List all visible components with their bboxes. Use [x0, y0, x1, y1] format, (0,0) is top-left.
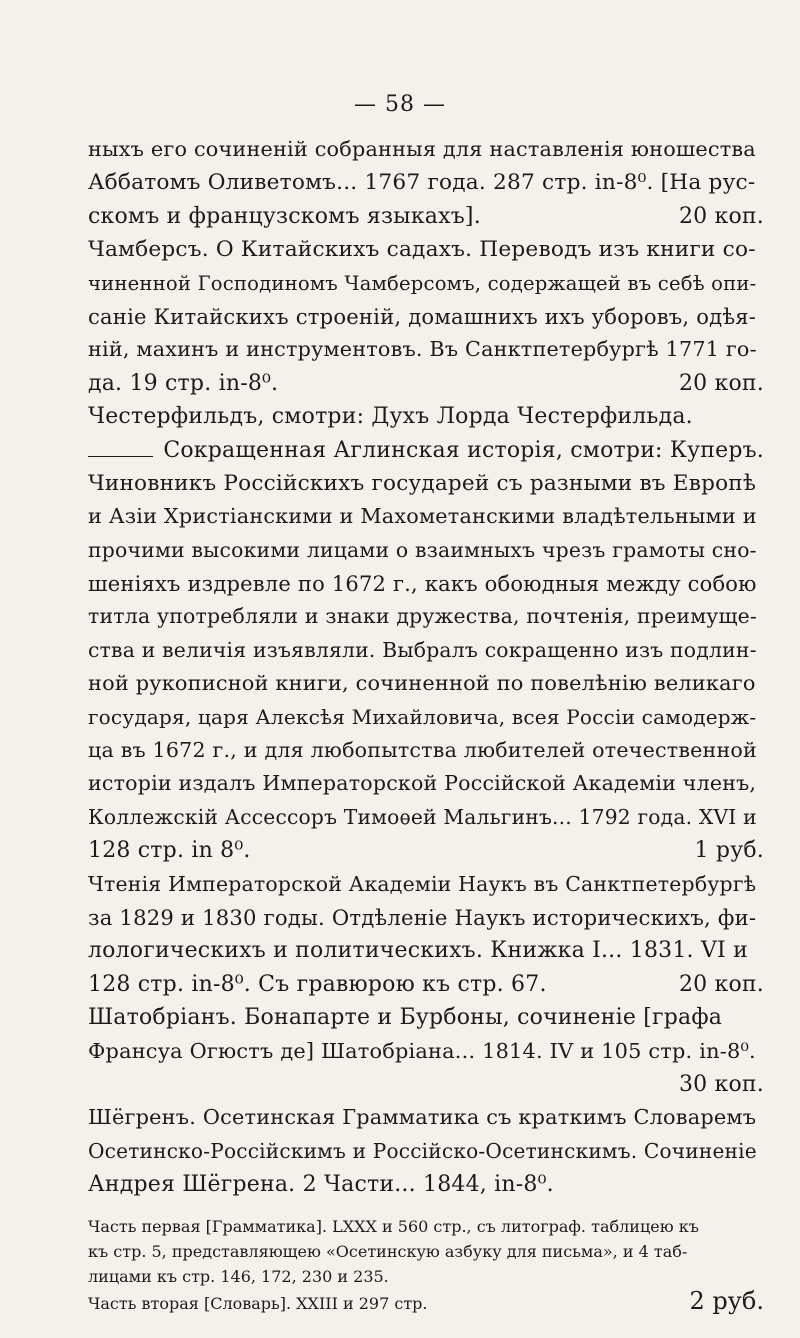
price: 1 руб. — [694, 838, 764, 864]
note-line: къ стр. 5, представляющею «Осетинскую азбуку для письма», и 4 таб- — [88, 1241, 688, 1261]
text-line: ства и величія изъявляли. Выбралъ сокращенно изъ подлин- — [88, 637, 757, 662]
note-line: Часть вторая [Словарь]. XXIII и 297 стр. 2 руб. — [88, 1286, 764, 1315]
price: 2 руб. — [689, 1286, 764, 1315]
text-line: Аббатомъ Оливетомъ... 1767 года. 287 стр. in-8⁰. [На рус- — [88, 170, 756, 196]
text-line: за 1829 и 1830 годы. Отдѣленіе Наукъ историческихъ, фи- — [88, 904, 757, 930]
entry-chesterfield: Честерфильдъ, смотри: Духъ Лорда Честерфильда. — [88, 404, 693, 430]
note-line: Часть первая [Грамматика]. LXXX и 560 стр., съ литограф. таблицею къ — [88, 1216, 699, 1236]
text-line: Коллежскій Ассессоръ Тимоѳей Мальгинъ... 1792 года. XVI и — [88, 804, 757, 829]
text-line: государя, царя Алексѣя Михайловича, всея Россіи самодерж- — [88, 704, 757, 729]
price: 20 коп. — [678, 971, 764, 997]
text-line: ца въ 1672 г., и для любопытства любителей отечественной — [88, 738, 757, 763]
text-line: Андрея Шёгрена. 2 Части... 1844, in-8⁰. — [88, 1172, 554, 1198]
footnotes — [88, 1214, 764, 1314]
text-line: саніе Китайскихъ строеній, домашнихъ ихъ уборовъ, одѣя- — [88, 303, 757, 329]
entry-sjogren: Шёгренъ. Осетинская Грамматика съ краткимъ Словаремъ — [88, 1105, 757, 1130]
text-line: чиненной Господиномъ Чамберсомъ, содержащей въ себѣ опи- — [88, 271, 757, 295]
text-line: ной рукописной книги, сочиненной по повелѣнію великаго — [88, 671, 756, 696]
text-line: исторіи издалъ Императорской Россійской Академіи членъ, — [88, 771, 757, 796]
cross-reference: Сокращенная Аглинская исторія, смотри: Куперъ. — [88, 434, 764, 467]
entry-chteniya: Чтенія Императорской Академіи Наукъ въ Санктпетербургѣ — [88, 871, 757, 896]
text-line: ныхъ его сочиненій собранныя для наставленія юношества — [88, 137, 756, 161]
text-line: ній, махинъ и инструментовъ. Въ Санктпетербургѣ 1771 го- — [88, 337, 757, 362]
entry-chambers: Чамберсъ. О Китайскихъ садахъ. Переводъ изъ книги со- — [88, 237, 756, 263]
text-line: Осетинско-Россійскимъ и Россійско-Осетинскимъ. Сочиненіе — [88, 1138, 757, 1163]
entry-chateaubriand: Шатобріанъ. Бонапарте и Бурбоны, сочиненіе [графа — [88, 1005, 723, 1031]
price: 30 коп. — [678, 1071, 764, 1097]
catalog-text — [88, 133, 764, 1314]
page-number: — 58 — — [354, 92, 446, 117]
price: 20 коп. — [678, 370, 764, 396]
text-line: Франсуа Огюстъ де] Шатобріана... 1814. IV и 105 стр. in-8⁰. — [88, 1038, 756, 1063]
text-line: шеніяхъ издревле по 1672 г., какъ обоюдныя между собою — [88, 571, 757, 597]
price: 20 коп. — [678, 203, 764, 229]
dash-rule — [88, 456, 153, 457]
text-line: лологическихъ и политическихъ. Книжка I... 1831. VI и — [88, 938, 748, 964]
text-line: 128 стр. in 8⁰. 1 руб. — [88, 834, 764, 867]
text-line: прочими высокими лицами о взаимныхъ чрезъ грамоты сно- — [88, 537, 757, 562]
text-line: 128 стр. in-8⁰. Съ гравюрою къ стр. 67. 20 коп. — [88, 968, 764, 1001]
text-line: и Азіи Христіанскими и Махометанскими владѣтельными и — [88, 504, 757, 529]
text-line: титла употребляли и знаки дружества, почтенія, преимуще- — [88, 604, 758, 629]
note-line: лицами къ стр. 146, 172, 230 и 235. — [88, 1266, 389, 1286]
text-line: да. 19 стр. in-8⁰. 20 коп. — [88, 367, 764, 400]
text-line — [88, 1068, 764, 1101]
text-line: скомъ и французскомъ языкахъ]. 20 коп. — [88, 200, 764, 233]
entry-chinovnik: Чиновникъ Россійскихъ государей съ разными въ Европѣ — [88, 470, 757, 496]
